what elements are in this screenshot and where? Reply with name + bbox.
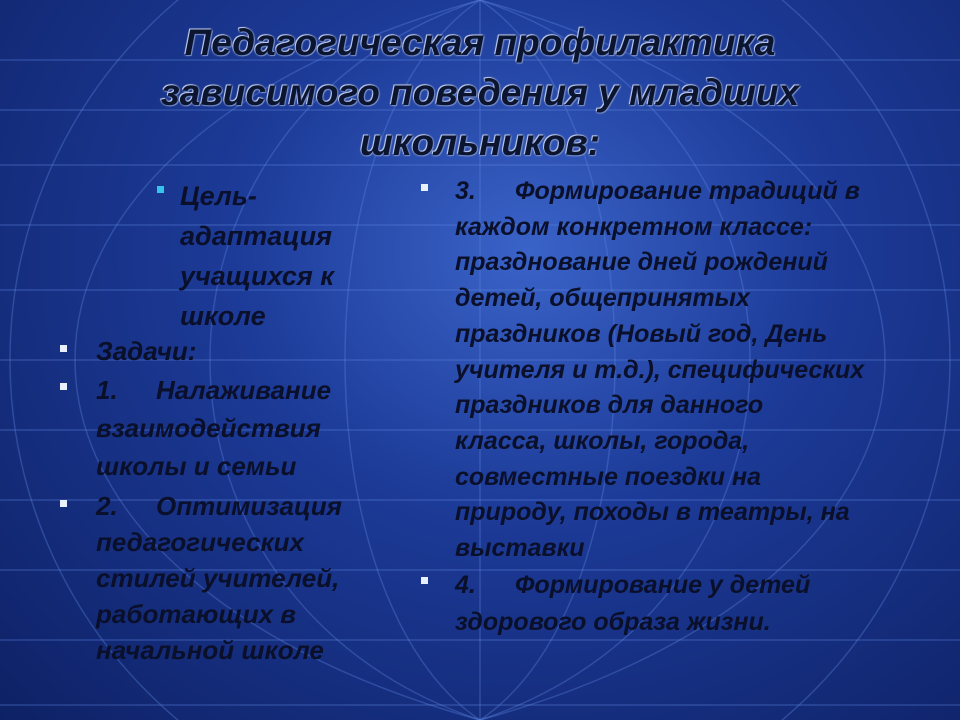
title-line-3: школьников: (359, 122, 601, 163)
bullet-icon (60, 383, 67, 390)
task-1-item (96, 371, 331, 485)
slide-title (40, 18, 920, 168)
task-line: класса, школы, города, (455, 426, 750, 455)
title-line-2: зависимого поведения у младших (160, 72, 800, 113)
goal-line: школе (180, 301, 266, 331)
goal-line: Цель- (180, 181, 257, 211)
task-line: Налаживание (156, 375, 332, 405)
task-line: стилей учителей, (96, 563, 340, 593)
task-line: праздников для данного (455, 391, 764, 420)
bullet-icon (421, 577, 428, 584)
task-line: Формирование традиций в (515, 177, 860, 205)
task-2-item (96, 488, 342, 668)
task-line: праздников (Новый год, День (455, 319, 828, 348)
task-line: начальной школе (96, 635, 324, 665)
task-number: 4. (455, 571, 476, 599)
bullet-icon (60, 345, 67, 352)
task-line: выставки (455, 534, 585, 563)
task-line: Формирование у детей (515, 571, 811, 599)
bullet-icon (60, 500, 67, 507)
task-line: работающих в (96, 599, 296, 629)
task-4-item (455, 567, 810, 641)
task-3-item (455, 174, 864, 567)
tasks-label-item (96, 333, 196, 370)
goal-line: адаптация (180, 221, 333, 251)
task-line: празднование дней рождений (455, 248, 828, 277)
goal-item (180, 176, 334, 336)
task-line: школы и семьи (96, 451, 297, 481)
title-line-1: Педагогическая профилактика (184, 22, 776, 63)
task-line: учителя и т.д.), специфических (455, 355, 865, 384)
task-number: 3. (455, 177, 476, 205)
task-line: совместные поездки на (455, 462, 762, 491)
bullet-icon (421, 184, 428, 191)
task-line: педагогических (96, 527, 304, 557)
task-line: природу, походы в театры, на (455, 498, 850, 527)
tasks-label: Задачи: (96, 336, 197, 366)
bullet-icon (157, 186, 164, 193)
task-line: здорового образа жизни. (455, 608, 771, 636)
task-line: каждом конкретном классе: (455, 212, 813, 241)
task-line: взаимодействия (96, 413, 321, 443)
task-line: Оптимизация (156, 491, 342, 521)
goal-line: учащихся к (180, 261, 334, 291)
task-number: 2. (96, 491, 118, 521)
task-line: детей, общепринятых (455, 284, 750, 313)
task-number: 1. (96, 375, 118, 405)
